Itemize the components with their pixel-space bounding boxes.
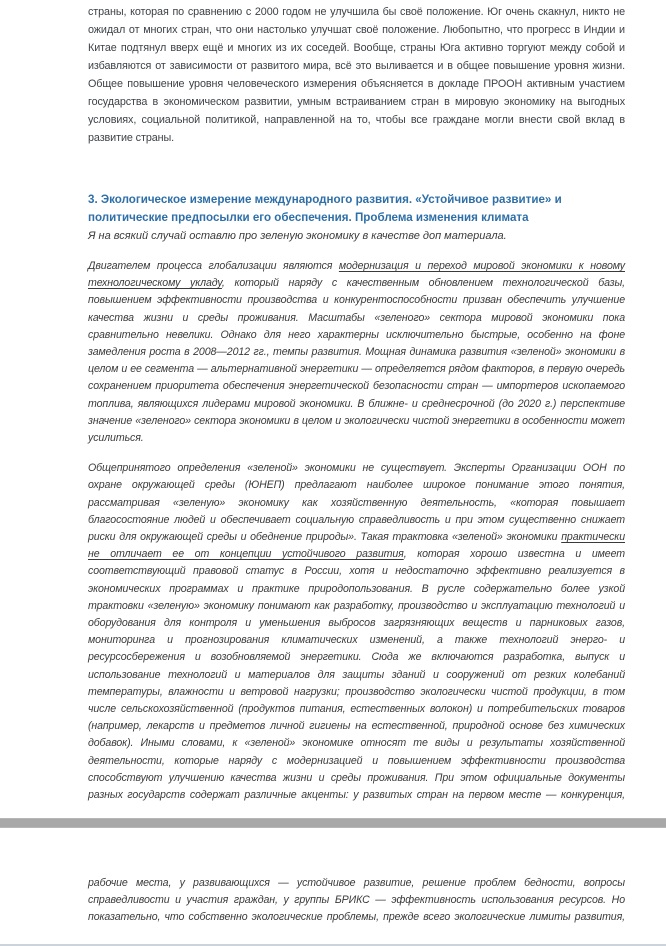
text-run: Двигателем процесса глобализации являются [88, 260, 339, 272]
paragraph-globalization-driver [88, 258, 625, 447]
text-run: страны, которая по сравнению с 2000 годом не улучшила бы своё положение. Юг очень скакнул, никто не ожидал от многих стран, что они настолько улучшат своё положение. Любопытно, что прогресс в Индии и Китае подтянул вверх ещё и многих из их соседей. Вообще, страны Юга активно торгуют между собой и избавляются от зависимости от развитого мира, всё это выливается и в общее повышение уровня жизни. Общее повышение уровня человеческого измерения объясняется в докладе ПРООН активным участием государства в экономическом развитии, умным встраиванием стран в мировую экономику на выгодных условиях, социальной политикой, направленной на то, чтобы все граждане могли внести свой вклад в развитие страны. [88, 6, 625, 144]
section-heading [88, 191, 625, 226]
underlined-text-run: модернизация и переход мировой экономики к новому технологическому укладу [88, 260, 625, 290]
text-run: рабочие места, у развивающихся — устойчивое развитие, решение проблем бедности, вопросы справедливости и участия граждан, у группы БРИКС — эффективность использования ресурсов. Но показательно, что собственно экологические проблемы, прежде всего экологические лимиты развития, [88, 877, 625, 924]
paragraph-green-economy-definition [88, 460, 625, 804]
text-run: 3. Экологическое измерение международного развития. «Устойчивое развитие» и политические предпосылки его обеспечения. Проблема изменения климата [88, 193, 562, 224]
text-run: Общепринятого определения «зеленой» экономики не существует. Эксперты Организации ООН по охране окружающей среды (ЮНЕП) предлагают наиболее широкое понимание этого понятия, рассматривая «зеленую» экономику как хозяйственную деятельность, «которая повышает благосостояние людей и обеспечивает социальную справедливость и при этом существенно снижает риски для окружающей среды и обеднение природы». Такая трактовка «зеленой» экономики [88, 462, 625, 544]
page-2-text-column [88, 875, 625, 927]
underlined-text-run: практически не отличает ее от концепции устойчивого развития [88, 531, 625, 561]
text-run: Я на всякий случай оставлю про зеленую экономику в качестве доп материала. [88, 230, 507, 242]
text-run: , которая хорошо известна и имеет соответствующий правовой статус в России, хотя и недостаточно эффективно реализуется в экономических программах и практике природопользования. В русле содержательно более узкой трактовки «зеленую» экономику понимают как разработку, производство и эксплуатацию технологий и оборудования для контроля и уменьшения выбросов загрязняющих веществ и парниковых газов, мониторинга и прогнозирования климатических изменений, а также технологий энерго- и ресурсосбережения и возобновляемой энергетики. Сюда же включаются разработка, выпуск и использование технологий и материалов для защиты зданий и сооружений от резких колебаний температуры, влажности и ветровой нагрузки; производство экологически чистой продукции, в том числе сельскохозяйственной (продуктов питания, естественных волокон) и потребительских товаров (например, лекарств и предметов личной гигиены на естественной, природной основе без химических добавок). Иными словами, к «зеленой» экономике относят те виды и результаты хозяйственной деятельности, которые наряду с модернизацией и повышением эффективности производства способствуют улучшению качества жизни и среды проживания. При этом официальные документы разных государств содержат различные акценты: у развитых стран на первом месте — конкуренция, [88, 548, 625, 802]
note-line [88, 228, 625, 245]
paragraph-top-continued [88, 3, 625, 147]
paragraph-continued-page-2 [88, 875, 625, 927]
text-run: , который наряду с качественным обновлением технологической базы, повышением эффективности производства и конкурентоспособности призван обеспечить улучшение качества жизни и среды проживания. Масштабы «зеленого» сектора мировой экономики пока сравнительно невелики. Однако для него характерны исключительно быстрые, особенно на фоне замедления роста в 2008—2012 гг., темпы развития. Мощная динамика развития «зеленой» экономики в целом и ее сегмента — альтернативной энергетики — определяется рядом факторов, в первую очередь сохранением приоритета обеспечения энергетической безопасности стран — импортеров ископаемого топлива, являющихся лидерами мировой экономики. В ближне- и среднесрочной (до 2020 г.) перспективе значение «зеленого» сектора экономики в целом и экологически чистой энергетики в особенности может усилиться. [88, 277, 625, 445]
document-page-2 [0, 828, 666, 944]
page-break-separator [0, 818, 666, 828]
page-1-text-column [88, 3, 625, 804]
